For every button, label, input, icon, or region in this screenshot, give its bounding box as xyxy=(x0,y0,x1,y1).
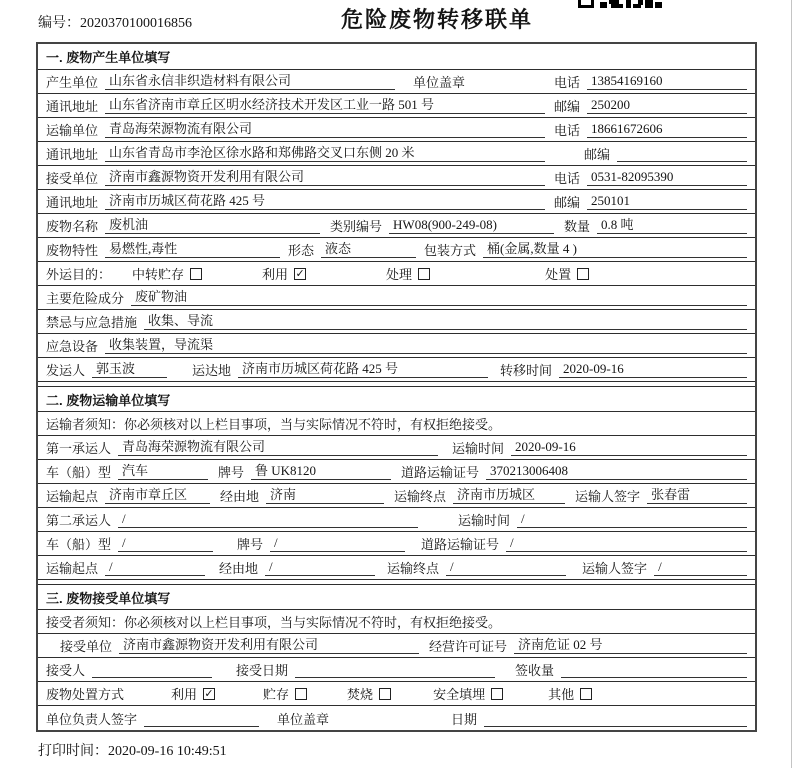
field-value-blank xyxy=(617,145,747,162)
field-label: 数量 xyxy=(564,219,591,234)
field-label: 形态 xyxy=(288,243,315,258)
field-label: 接受单位 xyxy=(60,639,113,654)
field-value: 济南市历城区荷花路 425 号 xyxy=(105,193,545,210)
print-time-value: 2020-09-16 10:49:51 xyxy=(108,744,227,759)
field-value: / xyxy=(506,535,747,552)
field-label: 电话 xyxy=(553,123,580,138)
field-label: 车（船）型 xyxy=(46,465,112,480)
field-label: 单位负责人签字 xyxy=(46,711,138,727)
form-row xyxy=(38,238,755,262)
field-label: 经由地 xyxy=(219,561,259,576)
checkbox-label: 中转贮存 xyxy=(132,267,185,282)
field-label: 禁忌与应急措施 xyxy=(46,315,138,330)
field-value: 370213006408 xyxy=(486,463,747,480)
form-row xyxy=(38,334,755,358)
field-label: 日期 xyxy=(451,711,478,727)
form-row xyxy=(38,166,755,190)
field-value: / xyxy=(118,511,418,528)
field-value: 2020-09-16 xyxy=(559,361,747,378)
field-value: 13854169160 xyxy=(587,73,747,90)
checkbox-checked: ✓ xyxy=(204,686,214,700)
static-label: 接受者须知：你必须核对以上栏目事项，当与实际情况不符时，有权拒绝接受。 xyxy=(46,615,502,630)
field-value: 济南危证 02 号 xyxy=(514,637,747,654)
field-value: 18661672606 xyxy=(587,121,747,138)
field-label: 包装方式 xyxy=(424,243,477,258)
form-row xyxy=(38,142,755,166)
static-label: 废物处置方式 xyxy=(46,687,125,702)
field-value: / xyxy=(446,559,566,576)
checkbox-unchecked xyxy=(491,688,503,700)
field-label: 第一承运人 xyxy=(46,441,112,456)
field-label: 牌号 xyxy=(237,537,264,552)
field-label: 产生单位 xyxy=(46,75,99,90)
checkbox-checked: ✓ xyxy=(295,266,305,280)
field-label: 接受单位 xyxy=(46,171,99,186)
field-label: 通讯地址 xyxy=(46,147,99,162)
field-label: 邮编 xyxy=(583,147,610,162)
field-label: 废物特性 xyxy=(46,243,99,258)
field-label: 运输时间 xyxy=(458,513,511,528)
field-value: 桶(金属,数量 4 ) xyxy=(483,241,747,258)
doc-number xyxy=(38,12,192,32)
field-value: / xyxy=(517,511,747,528)
field-value: 山东省永信非织造材料有限公司 xyxy=(105,73,395,90)
field-value: 废矿物油 xyxy=(131,289,747,306)
field-value-blank xyxy=(484,710,747,727)
field-label: 接受日期 xyxy=(236,663,289,678)
field-value: 收集、导流 xyxy=(144,313,747,330)
field-value: 济南 xyxy=(266,487,384,504)
field-value: 山东省济南市章丘区明水经济技术开发区工业一路 501 号 xyxy=(105,97,545,114)
field-value: 0531-82095390 xyxy=(587,169,747,186)
form-row xyxy=(38,118,755,142)
field-value: 液态 xyxy=(321,241,416,258)
field-label: 运输终点 xyxy=(387,561,440,576)
field-value: 济南市历城区荷花路 425 号 xyxy=(238,361,488,378)
field-value: 山东省青岛市李沧区徐水路和郑佛路交叉口东侧 20 米 xyxy=(105,145,545,162)
field-value: / xyxy=(105,559,205,576)
form-row xyxy=(38,610,755,634)
doc-number-label: 编号： xyxy=(38,16,80,31)
form-row xyxy=(38,706,755,730)
field-value: 0.8 吨 xyxy=(597,217,747,234)
form-row xyxy=(38,484,755,508)
field-label: 运输起点 xyxy=(46,561,99,576)
field-label: 车（船）型 xyxy=(46,537,112,552)
checkbox-label: 其他 xyxy=(548,687,575,702)
form-row xyxy=(38,412,755,436)
field-value: 济南市章丘区 xyxy=(105,487,210,504)
field-label: 运输时间 xyxy=(452,441,505,456)
field-value: / xyxy=(654,559,747,576)
field-value: HW08(900-249-08) xyxy=(389,217,554,234)
form-row xyxy=(38,508,755,532)
field-label: 应急设备 xyxy=(46,339,99,354)
section-header xyxy=(38,584,755,610)
field-label: 电话 xyxy=(553,171,580,186)
form-row xyxy=(38,634,755,658)
field-value: / xyxy=(118,535,213,552)
form-row xyxy=(38,682,755,706)
field-value: 青岛海荣源物流有限公司 xyxy=(105,121,545,138)
field-label: 运输单位 xyxy=(46,123,99,138)
field-value: / xyxy=(265,559,375,576)
checkbox-unchecked xyxy=(577,268,589,280)
field-label: 废物名称 xyxy=(46,219,99,234)
checkbox-unchecked xyxy=(580,688,592,700)
field-label: 电话 xyxy=(553,75,580,90)
checkbox-unchecked xyxy=(379,688,391,700)
field-label: 道路运输证号 xyxy=(401,465,480,480)
field-label: 运输终点 xyxy=(394,489,447,504)
checkbox-unchecked xyxy=(418,268,430,280)
print-time-label: 打印时间： xyxy=(38,744,108,759)
form-row xyxy=(38,532,755,556)
field-value: 鲁 UK8120 xyxy=(251,463,391,480)
form-row xyxy=(38,286,755,310)
checkbox-unchecked xyxy=(295,688,307,700)
field-value: 2020-09-16 xyxy=(511,439,747,456)
print-time xyxy=(38,740,227,760)
field-label: 发运人 xyxy=(46,363,86,378)
field-value: 废机油 xyxy=(105,217,320,234)
field-label: 牌号 xyxy=(218,465,245,480)
checkbox-label: 安全填埋 xyxy=(433,687,486,702)
field-value: 张春雷 xyxy=(647,487,747,504)
checkbox-unchecked xyxy=(190,268,202,280)
field-label: 转移时间 xyxy=(500,363,553,378)
section-header xyxy=(38,386,755,412)
section-header-title: 二. 废物运输单位填写 xyxy=(46,392,171,408)
form-row xyxy=(38,262,755,286)
checkbox-label: 焚烧 xyxy=(347,687,374,702)
section-header xyxy=(38,44,755,70)
field-value: / xyxy=(270,535,405,552)
form-row xyxy=(38,310,755,334)
page-title: 危险废物转移联单 xyxy=(340,7,534,32)
field-value: 青岛海荣源物流有限公司 xyxy=(118,439,438,456)
field-label: 运达地 xyxy=(192,363,232,378)
field-label: 运输起点 xyxy=(46,489,99,504)
checkbox-label: 处理 xyxy=(386,267,413,282)
form-row xyxy=(38,190,755,214)
field-label: 接受人 xyxy=(46,663,86,678)
form-row xyxy=(38,358,755,382)
static-label: 单位盖章 xyxy=(277,711,330,727)
field-value-blank xyxy=(92,661,212,678)
field-label: 邮编 xyxy=(553,195,580,210)
field-label: 第二承运人 xyxy=(46,513,112,528)
form-row xyxy=(38,214,755,238)
field-label: 类别编号 xyxy=(330,219,383,234)
form-row xyxy=(38,436,755,460)
field-value: 郭玉波 xyxy=(92,361,167,378)
field-value: 收集装置，导流渠 xyxy=(105,337,747,354)
field-label: 运输人签字 xyxy=(582,561,648,576)
section-header-title: 一. 废物产生单位填写 xyxy=(46,50,171,65)
checkbox-label: 利用 xyxy=(262,267,289,282)
checkbox-label: 处置 xyxy=(545,267,572,282)
static-label: 运输者须知：你必须核对以上栏目事项，当与实际情况不符时，有权拒绝接受。 xyxy=(46,417,502,432)
field-value: 济南市历城区 xyxy=(453,487,565,504)
field-value: 汽车 xyxy=(118,463,208,480)
form-table xyxy=(36,42,757,732)
page-right-edge xyxy=(791,0,792,768)
field-value: 济南市鑫源物资开发利用有限公司 xyxy=(105,169,545,186)
field-label: 通讯地址 xyxy=(46,195,99,210)
field-value: 济南市鑫源物资开发利用有限公司 xyxy=(119,637,419,654)
form-row xyxy=(38,70,755,94)
field-label: 主要危险成分 xyxy=(46,291,125,306)
field-label: 经由地 xyxy=(220,489,260,504)
field-label: 邮编 xyxy=(553,99,580,114)
checkbox-label: 贮存 xyxy=(263,687,290,702)
qr-code-icon xyxy=(578,0,662,8)
field-label: 道路运输证号 xyxy=(421,537,500,552)
field-value-blank xyxy=(144,710,259,727)
field-value: 易燃性,毒性 xyxy=(105,241,280,258)
field-label: 签收量 xyxy=(515,663,555,678)
field-label: 经营许可证号 xyxy=(429,639,508,654)
field-value-blank xyxy=(561,661,747,678)
doc-number-value: 2020370100016856 xyxy=(80,16,192,31)
form-row xyxy=(38,460,755,484)
checkbox-label: 利用 xyxy=(171,687,198,702)
section-header-title: 三. 废物接受单位填写 xyxy=(46,590,171,606)
field-label: 运输人签字 xyxy=(575,489,641,504)
form-row xyxy=(38,94,755,118)
static-label: 单位盖章 xyxy=(413,75,466,90)
static-label: 外运目的： xyxy=(46,267,112,282)
field-value: 250200 xyxy=(587,97,747,114)
form-row xyxy=(38,556,755,580)
field-value-blank xyxy=(295,661,495,678)
field-value: 250101 xyxy=(587,193,747,210)
form-row xyxy=(38,658,755,682)
field-label: 通讯地址 xyxy=(46,99,99,114)
